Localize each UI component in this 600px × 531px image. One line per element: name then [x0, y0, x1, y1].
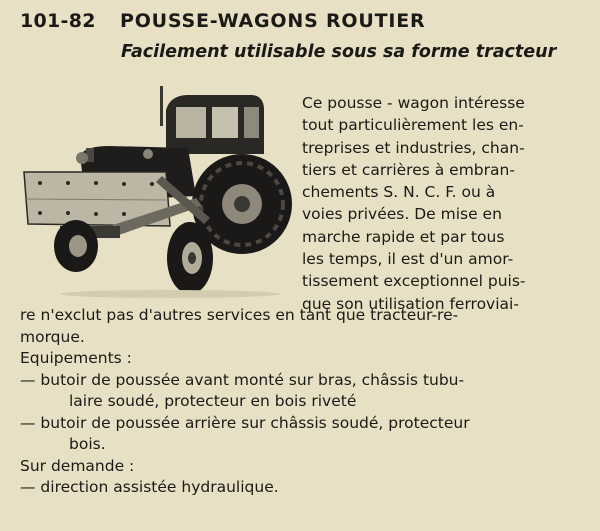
intro-line: treprises et industries, chan- [302, 138, 525, 157]
intro-line: Ce pousse - wagon intéresse [302, 94, 525, 112]
intro-line: tout particulièrement les en- [302, 116, 524, 135]
intro-line: voies privées. De mise en [302, 205, 502, 224]
catalog-number: 101-82 [20, 10, 96, 32]
on-demand-item: — direction assistée hydraulique. [20, 478, 279, 496]
intro-line: marche rapide et par tous [302, 227, 505, 246]
ground-shadow [60, 290, 280, 298]
page-subtitle: Facilement utilisable sous sa forme tracteur [121, 42, 557, 62]
front-wheel-left [54, 220, 98, 272]
intro-line: que son utilisation ferroviai- [302, 294, 519, 313]
body-text [20, 305, 580, 499]
equipment-item-line: — butoir de poussée avant monté sur bras, châssis tubu- [20, 370, 465, 389]
intro-line: les temps, il est d'un amor- [302, 250, 514, 269]
equipment-heading: Equipements : [20, 349, 132, 367]
intro-line: tiers et carrières à embran- [302, 160, 515, 179]
intro-line: chements S. N. C. F. ou à [302, 183, 496, 202]
equipment-item-line: laire soudé, protecteur en bois riveté [69, 392, 357, 410]
intro-paragraph [302, 92, 564, 315]
intro-line: tissement exceptionnel puis- [302, 272, 526, 291]
front-wheel-right [167, 222, 213, 294]
equipment-item-line: bois. [69, 435, 106, 453]
continuation-line: re n'exclut pas d'autres services en tant que tracteur-re- [20, 306, 459, 324]
tractor-photo [20, 86, 292, 300]
equipment-item-line: — butoir de poussée arrière sur châssis soudé, protecteur [20, 413, 470, 432]
on-demand-heading: Sur demande : [20, 456, 135, 475]
continuation-line: morque. [20, 327, 85, 346]
page-title: POUSSE-WAGONS ROUTIER [120, 10, 426, 32]
